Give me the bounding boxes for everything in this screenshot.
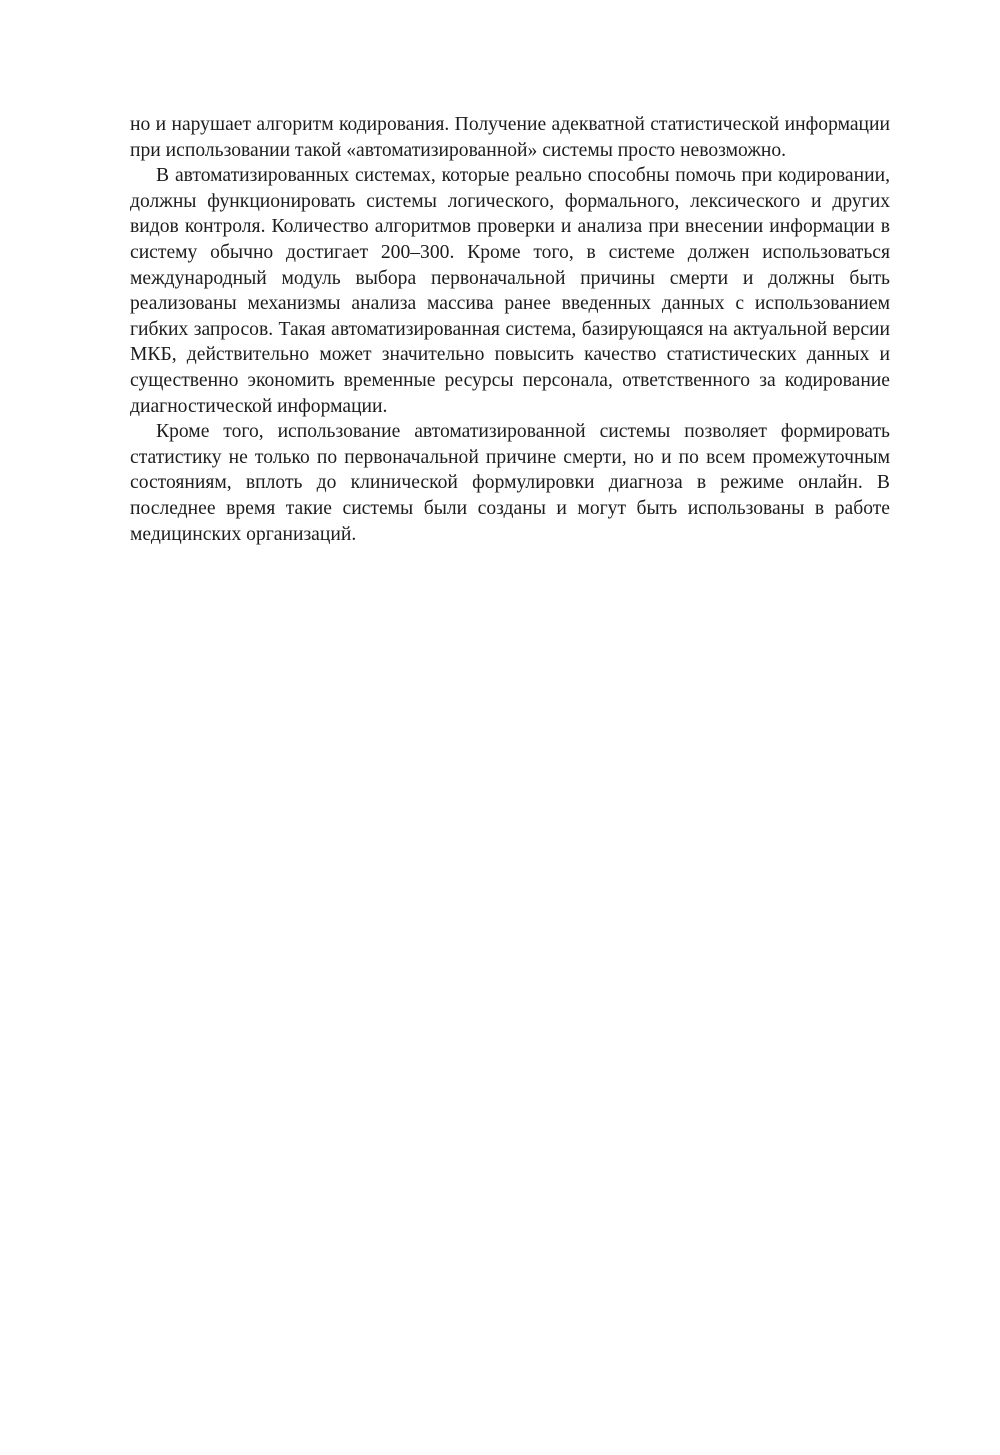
paragraph-automated-systems: В автоматизированных системах, которые реально способны помочь при кодировании, должны функционировать системы логического, формального, лексического и других видов контроля. Количество алгоритмов проверки и анализа при внесении информации в систему обычно достигает 200–300. Кроме того, в системе должен использоваться международный модуль выбора первоначальной причины смерти и должны быть реализованы механизмы анализа массива ранее введенных данных с использованием гибких запросов. Такая автоматизированная система, базирующаяся на актуальной версии МКБ, действительно может значительно повысить качество статистических данных и существенно экономить временные ресурсы персонала, ответственного за кодирование диагностической информации.: [130, 165, 890, 417]
page-body: [130, 112, 890, 547]
paragraph-statistics-formation: Кроме того, использование автоматизированной системы позволяет формировать статистику не только по первоначальной причине смерти, но и по всем промежуточным состояниям, вплоть до клинической формулировки диагноза в режиме онлайн. В последнее время такие системы были созданы и могут быть использованы в работе медицинских организаций.: [130, 421, 890, 545]
paragraph-continuation: но и нарушает алгоритм кодирования. Получение адекватной статистической информации при использовании такой «автоматизированной» системы просто невозможно.: [130, 114, 890, 161]
